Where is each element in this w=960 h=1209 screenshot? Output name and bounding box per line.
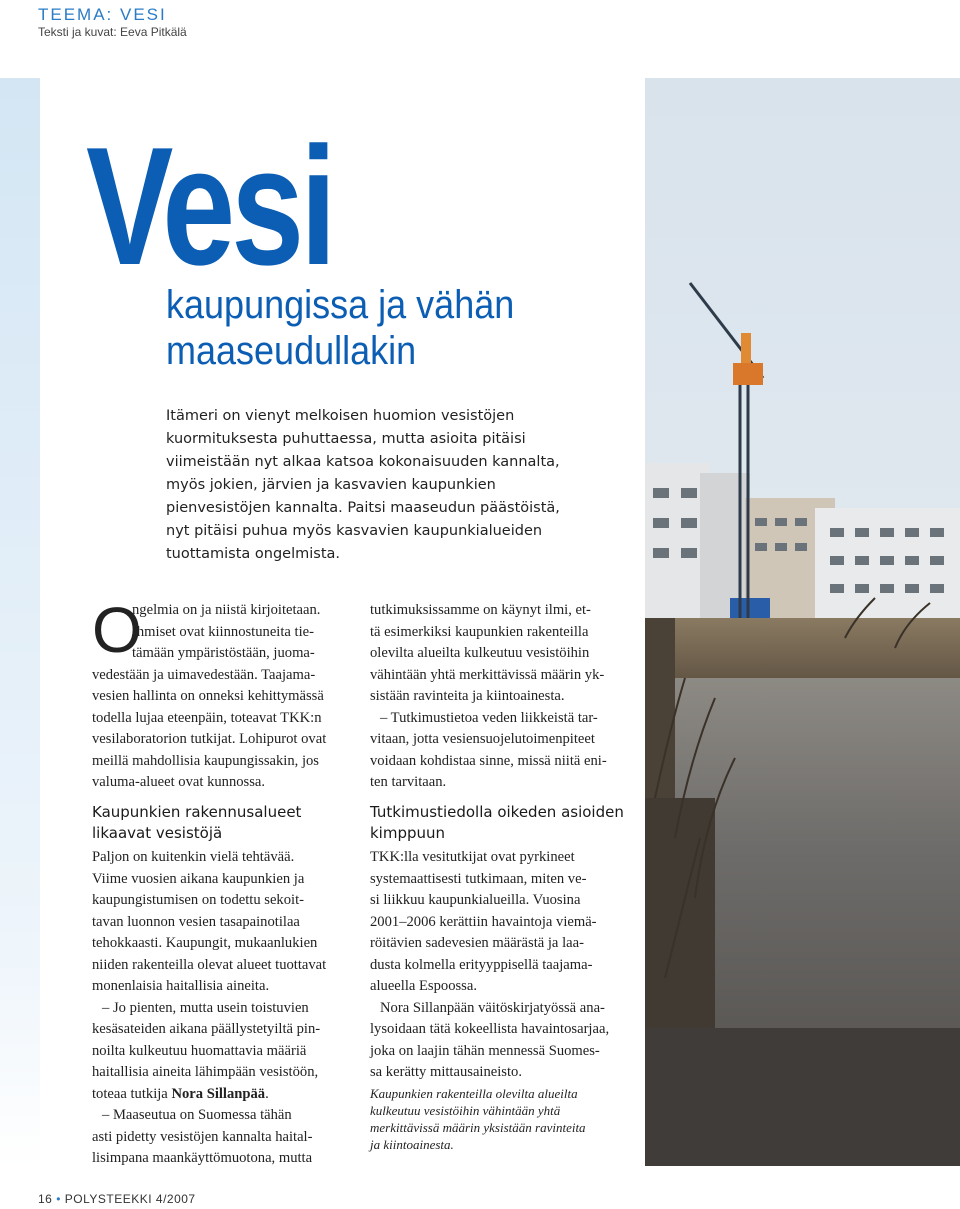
body-line: Ihmiset ovat kiinnostuneita tie- xyxy=(132,623,314,640)
photo-construction-site-river xyxy=(645,78,960,1166)
subtitle-line: kaupungissa ja vähän xyxy=(166,283,515,327)
body-line: sa kerätty mittausaineisto. xyxy=(370,1064,522,1080)
body-column-1-intro xyxy=(92,594,350,794)
article-subtitle xyxy=(166,282,514,374)
section-heading-2 xyxy=(370,802,624,844)
body-line: tä esimerkiksi kaupunkien rakenteilla xyxy=(370,623,589,640)
body-line: Paljon on kuitenkin vielä tehtävää. xyxy=(92,849,295,865)
body-line: dusta kolmella erityyppisellä taajama- xyxy=(370,956,593,973)
article-title: Vesi xyxy=(86,112,333,300)
body-line: alueella Espoossa. xyxy=(370,978,477,994)
body-line: tämään ympäristöstään, juoma- xyxy=(132,645,315,661)
lead-line: Itämeri on vienyt melkoisen huomion vesistöjen xyxy=(166,408,515,424)
separator-dot: • xyxy=(56,1192,61,1206)
body-line: vesien hallinta on onneksi kehittymässä xyxy=(92,688,324,704)
body-line: vähintään yhtä merkittävissä määrin yk- xyxy=(370,666,605,683)
publication-name: POLYSTEEKKI 4/2007 xyxy=(64,1192,196,1206)
lead-line: kuormituksesta puhuttaessa, mutta asioita pitäisi xyxy=(166,431,526,447)
body-line: ten tarvitaan. xyxy=(370,774,447,790)
caption-line: ja kiintoainesta. xyxy=(370,1137,454,1152)
body-line: sistään ravinteita ja kiintoainesta. xyxy=(370,688,565,704)
body-column-2-section xyxy=(370,847,628,1084)
body-line: haitallisia aineita lähimpään vesistöön, xyxy=(92,1064,319,1080)
lead-line: myös jokien, järvien ja kasvavien kaupunkien xyxy=(166,477,496,493)
heading-line: kimppuun xyxy=(370,824,446,842)
body-line: systemaattisesti tutkimaan, miten ve- xyxy=(370,870,587,887)
lead-line: viimeistään nyt alkaa katsoa kokonaisuuden kannalta, xyxy=(166,454,560,470)
page-footer xyxy=(38,1192,196,1206)
body-line: vesilaboratorion tutkijat. Lohipurot ovat xyxy=(92,731,327,747)
heading-line: likaavat vesistöjä xyxy=(92,824,223,842)
body-line: lysoidaan tätä kokeellista havaintosarjaa, xyxy=(370,1021,610,1037)
quote-prefix: toteaa tutkija xyxy=(92,1085,172,1102)
body-line: olevilta alueilta kulkeutuu vesistöihin xyxy=(370,645,590,661)
author-credit: Teksti ja kuvat: Eeva Pitkälä xyxy=(38,25,187,39)
decorative-water-band xyxy=(0,78,40,1168)
lead-paragraph xyxy=(166,405,616,566)
lead-line: nyt pitäisi puhua myös kasvavien kaupunkialueiden xyxy=(166,523,543,539)
body-line: tehokkaasti. Kaupungit, mukaanlukien xyxy=(92,935,318,951)
body-line: meillä mahdollisia kaupungissakin, jos xyxy=(92,752,319,769)
body-line: joka on laajin tähän mennessä Suomes- xyxy=(370,1042,600,1059)
body-line: valuma-alueet ovat kunnossa. xyxy=(92,774,266,790)
body-line: TKK:lla vesitutkijat ovat pyrkineet xyxy=(370,849,575,865)
body-line: tutkimuksissamme on käynyt ilmi, et- xyxy=(370,602,591,618)
body-line: lisimpana maankäyttömuotona, mutta xyxy=(92,1150,313,1166)
body-line: – Maaseutua on Suomessa tähän xyxy=(102,1107,292,1123)
photo-caption xyxy=(370,1085,625,1153)
body-column-2-intro xyxy=(370,600,628,794)
section-heading-1 xyxy=(92,802,301,844)
body-line: niiden rakenteilla olevat alueet tuottavat xyxy=(92,956,327,973)
body-column-1-section xyxy=(92,847,350,1170)
quote-suffix: . xyxy=(265,1085,269,1102)
lead-line: pienvesistöjen kannalta. Paitsi maaseudun päästöistä, xyxy=(166,500,560,516)
body-line: – Jo pienten, mutta usein toistuvien xyxy=(102,999,309,1016)
lead-line: tuottamista ongelmista. xyxy=(166,546,340,562)
body-line: Nora Sillanpään väitöskirjatyössä ana- xyxy=(380,999,605,1016)
body-line: asti pidetty vesistöjen kannalta haital- xyxy=(92,1128,313,1145)
caption-line: merkittävissä määrin yksistään ravinteita xyxy=(370,1120,586,1135)
caption-line: Kaupunkien rakenteilla olevilta alueilta xyxy=(370,1086,578,1101)
body-line xyxy=(92,1084,350,1106)
body-line: Viime vuosien aikana kaupunkien ja xyxy=(92,870,305,887)
body-line: ngelmia on ja niistä kirjoitetaan. xyxy=(132,602,321,618)
section-label: TEEMA: VESI xyxy=(38,5,167,24)
researcher-name: Nora Sillanpää xyxy=(171,1085,266,1102)
drop-cap: O xyxy=(92,594,142,666)
page-number: 16 xyxy=(38,1192,53,1206)
article-photo xyxy=(645,78,960,1166)
body-line: kaupungistumisen on todettu sekoit- xyxy=(92,892,304,908)
body-line: noilta kulkeutuu huomattavia määriä xyxy=(92,1042,307,1059)
heading-line: Kaupunkien rakennusalueet xyxy=(92,803,302,821)
body-line: – Tutkimustietoa veden liikkeistä tar- xyxy=(380,709,598,726)
body-line: monenlaisia haitallisia aineita. xyxy=(92,978,270,994)
body-line: 2001–2006 kerättiin havaintoja viemä- xyxy=(370,913,597,930)
subtitle-line: maaseudullakin xyxy=(166,329,417,373)
body-line: röitävien sadevesien määrästä ja laa- xyxy=(370,935,584,951)
body-line: voidaan kohdistaa sinne, missä niitä eni- xyxy=(370,752,607,769)
body-line: vedestään ja uimavedestään. Taajama- xyxy=(92,666,316,683)
body-line: vitaan, jotta vesiensuojelutoimenpiteet xyxy=(370,731,595,747)
body-line: todella lujaa eteenpäin, toteavat TKK:n xyxy=(92,709,322,726)
heading-line: Tutkimustiedolla oikeden asioiden xyxy=(370,803,624,821)
caption-line: kulkeutuu vesistöihin vähintään yhtä xyxy=(370,1103,561,1118)
body-line: si liikkuu kaupunkialueilla. Vuosina xyxy=(370,892,581,908)
body-line: kesäsateiden aikana päällystetyiltä pin- xyxy=(92,1021,321,1037)
body-line: tavan luonnon vesien tasapainotilaa xyxy=(92,913,300,930)
